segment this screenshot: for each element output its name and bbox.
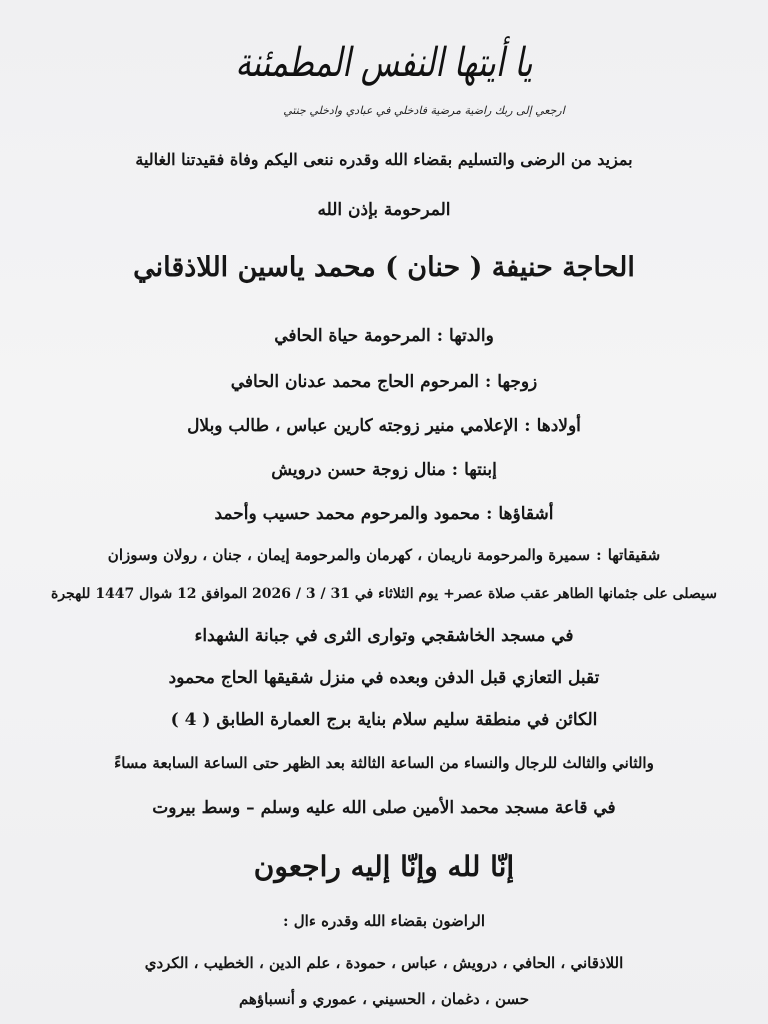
condolences-info: تقبل التعازي قبل الدفن وبعده في منزل شقيقها الحاج محمود <box>168 668 600 688</box>
deceased-name: الحاجة حنيفة ( حنان ) محمد ياسين اللاذقاني <box>133 252 635 283</box>
relative-label: أشقاؤها <box>498 504 554 524</box>
condolences-days: والثاني والثالث للرجال والنساء من الساعة الثالثة بعد الظهر حتى الساعة السابعة مساءً <box>114 754 654 772</box>
relative-label: شقيقاتها <box>607 546 661 564</box>
relative-value: الإعلامي منير زوجته كارين عباس ، طالب وبلال <box>187 416 519 436</box>
relative-value: محمود والمرحوم محمد حسيب وأحمد <box>214 504 481 524</box>
funeral-prayer: سيصلى على جثمانها الطاهر عقب صلاة عصر+ يوم الثلاثاء في 31 / 3 / 2026 الموافق 12 شوال 1447 للهجرة <box>50 586 718 602</box>
relative-value: منال زوجة حسن درويش <box>271 460 446 480</box>
relative-label: إبنتها <box>464 460 497 480</box>
relative-value: سميرة والمرحومة ناريمان ، كهرمان والمرحومة إيمان ، جنان ، رولان وسوزان <box>107 546 591 564</box>
separator: : <box>485 372 492 392</box>
quran-verse-continuation: ارجعي إلى ربك راضية مرضية فادخلي في عبادي وادخلي جنتي <box>283 104 565 117</box>
condolences-address: الكائن في منطقة سليم سلام بناية برج العمارة الطابق ( 4 ) <box>170 710 598 730</box>
relative-sisters <box>0 546 768 564</box>
separator: : <box>436 326 444 346</box>
relative-label: أولادها <box>536 416 581 436</box>
relative-sons <box>0 416 768 436</box>
mourners-title: الراضون بقضاء الله وقدره ءال : <box>283 912 485 930</box>
deceased-prefix: المرحومة بإذن الله <box>317 200 451 220</box>
quran-verse-calligraphy: يا أيتها النفس المطمئنة <box>235 40 533 86</box>
mourners-families-2: حسن ، دغمان ، الحسيني ، عموري و أنسباؤهم <box>238 990 530 1008</box>
relative-mother <box>0 326 768 346</box>
separator: : <box>524 416 531 436</box>
condolences-hall: في قاعة مسجد محمد الأمين صلى الله عليه وسلم – وسط بيروت <box>152 798 616 818</box>
funeral-mosque: في مسجد الخاشقجي وتوارى الثرى في جبانة الشهداء <box>194 626 574 646</box>
mourners-families-1: اللاذقاني ، الحافي ، درويش ، عباس ، حمودة ، علم الدين ، الخطيب ، الكردي <box>144 954 624 972</box>
relative-daughter <box>0 460 768 480</box>
separator: : <box>451 460 459 480</box>
relative-label: والدتها <box>449 326 494 346</box>
relative-value: المرحومة حياة الحافي <box>274 326 431 346</box>
separator: : <box>596 546 602 564</box>
relative-value: المرحوم الحاج محمد عدنان الحافي <box>230 372 480 392</box>
separator: : <box>486 504 493 524</box>
intro-text: بمزيد من الرضى والتسليم بقضاء الله وقدره ننعى اليكم وفاة فقيدتنا الغالية <box>135 150 633 169</box>
closing-verse: إنّا لله وإنّا إليه راجعون <box>253 850 515 883</box>
relative-label: زوجها <box>497 372 538 392</box>
relative-husband <box>0 372 768 392</box>
relative-brothers <box>0 504 768 524</box>
